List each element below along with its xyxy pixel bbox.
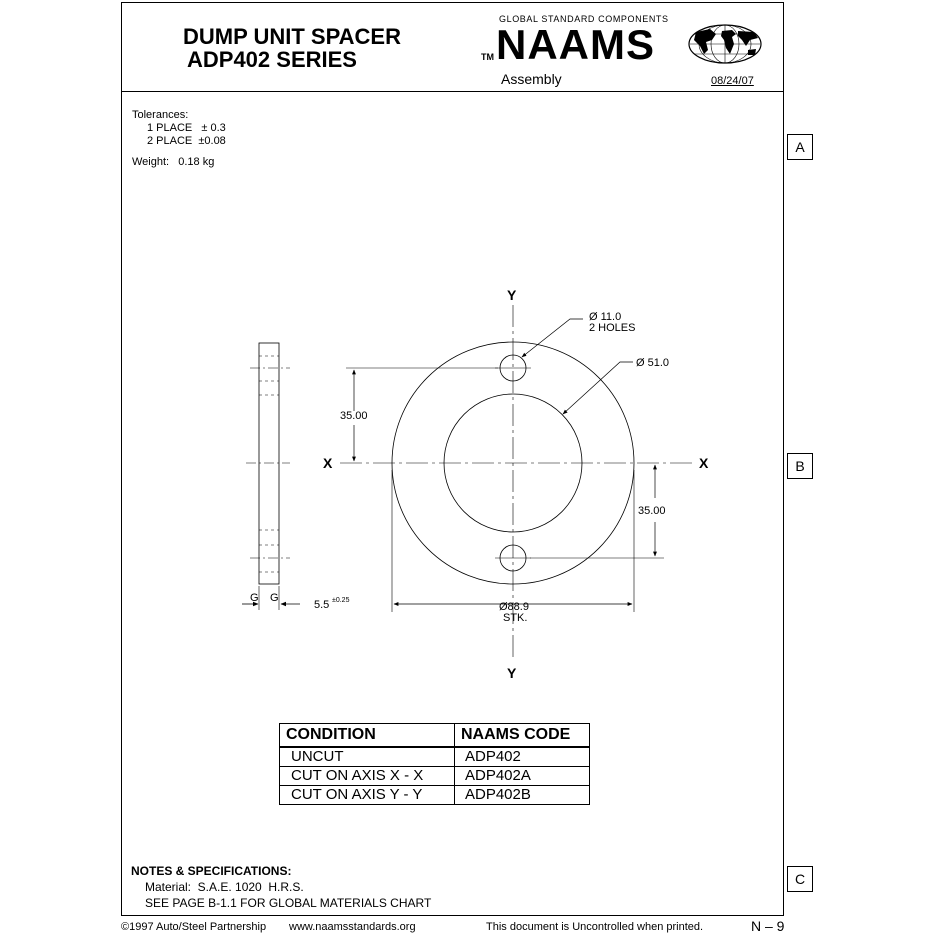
- materials-chart-reference: SEE PAGE B-1.1 FOR GLOBAL MATERIALS CHART: [145, 896, 432, 910]
- hole-diameter-label: Ø 11.0: [589, 311, 622, 323]
- gauge-left-label: G: [250, 592, 259, 604]
- code-cell: ADP402A: [455, 767, 590, 786]
- zone-tab-a: A: [787, 134, 813, 160]
- gauge-right-label: G: [270, 592, 279, 604]
- tolerances-heading: Tolerances:: [132, 109, 189, 121]
- title-line-2: ADP402 SERIES: [187, 47, 357, 72]
- condition-cell: UNCUT: [280, 747, 455, 767]
- side-view: [242, 343, 300, 610]
- table-row: [280, 767, 590, 786]
- axis-x-left-label: X: [323, 455, 333, 471]
- tolerance-one-place: 1 PLACE ± 0.3: [147, 122, 226, 134]
- hole-count-label: 2 HOLES: [589, 322, 636, 334]
- zone-tab-b: B: [787, 453, 813, 479]
- page-number: N – 9: [751, 918, 785, 934]
- lower-offset-dimension: 35.00: [638, 505, 666, 517]
- code-cell: ADP402: [455, 747, 590, 767]
- tolerance-two-place: 2 PLACE ±0.08: [147, 135, 226, 147]
- weight-value: Weight: 0.18 kg: [132, 156, 215, 168]
- zone-tab-c: C: [787, 866, 813, 892]
- axis-x-right-label: X: [699, 455, 709, 471]
- table-row: [280, 747, 590, 767]
- thickness-tolerance: ±0.25: [332, 597, 350, 604]
- uncontrolled-disclaimer: This document is Uncontrolled when printed.: [486, 921, 704, 933]
- table-header-row: [280, 724, 590, 748]
- title-line-1: DUMP UNIT SPACER: [183, 24, 401, 49]
- website-link[interactable]: www.naamsstandards.org: [289, 921, 416, 933]
- condition-header: CONDITION: [280, 724, 455, 748]
- bore-diameter-label: Ø 51.0: [636, 357, 670, 369]
- notes-heading: NOTES & SPECIFICATIONS:: [131, 864, 292, 878]
- global-standard-label: GLOBAL STANDARD COMPONENTS: [499, 14, 669, 24]
- naams-code-header: NAAMS CODE: [455, 724, 590, 748]
- upper-offset-dimension: 35.00: [340, 410, 368, 422]
- copyright-text: ©1997 Auto/Steel Partnership: [121, 921, 267, 933]
- naams-logo-text: NAAMS: [496, 21, 655, 68]
- outer-diameter-label: Ø88.9: [499, 601, 529, 613]
- side-view-outline: [259, 343, 279, 584]
- naams-code-table: [279, 723, 590, 805]
- code-cell: ADP402B: [455, 786, 590, 805]
- stock-label: STK.: [503, 612, 528, 624]
- axis-y-bottom-label: Y: [507, 665, 517, 681]
- thickness-dimension: 5.5: [314, 599, 330, 611]
- material-spec: Material: S.A.E. 1020 H.R.S.: [145, 880, 304, 894]
- revision-date: 08/24/07: [711, 75, 754, 87]
- trademark-mark: TM: [481, 52, 494, 62]
- axis-y-top-label: Y: [507, 287, 517, 303]
- condition-cell: CUT ON AXIS Y - Y: [280, 786, 455, 805]
- condition-cell: CUT ON AXIS X - X: [280, 767, 455, 786]
- table-row: [280, 786, 590, 805]
- section-label: Assembly: [501, 71, 562, 87]
